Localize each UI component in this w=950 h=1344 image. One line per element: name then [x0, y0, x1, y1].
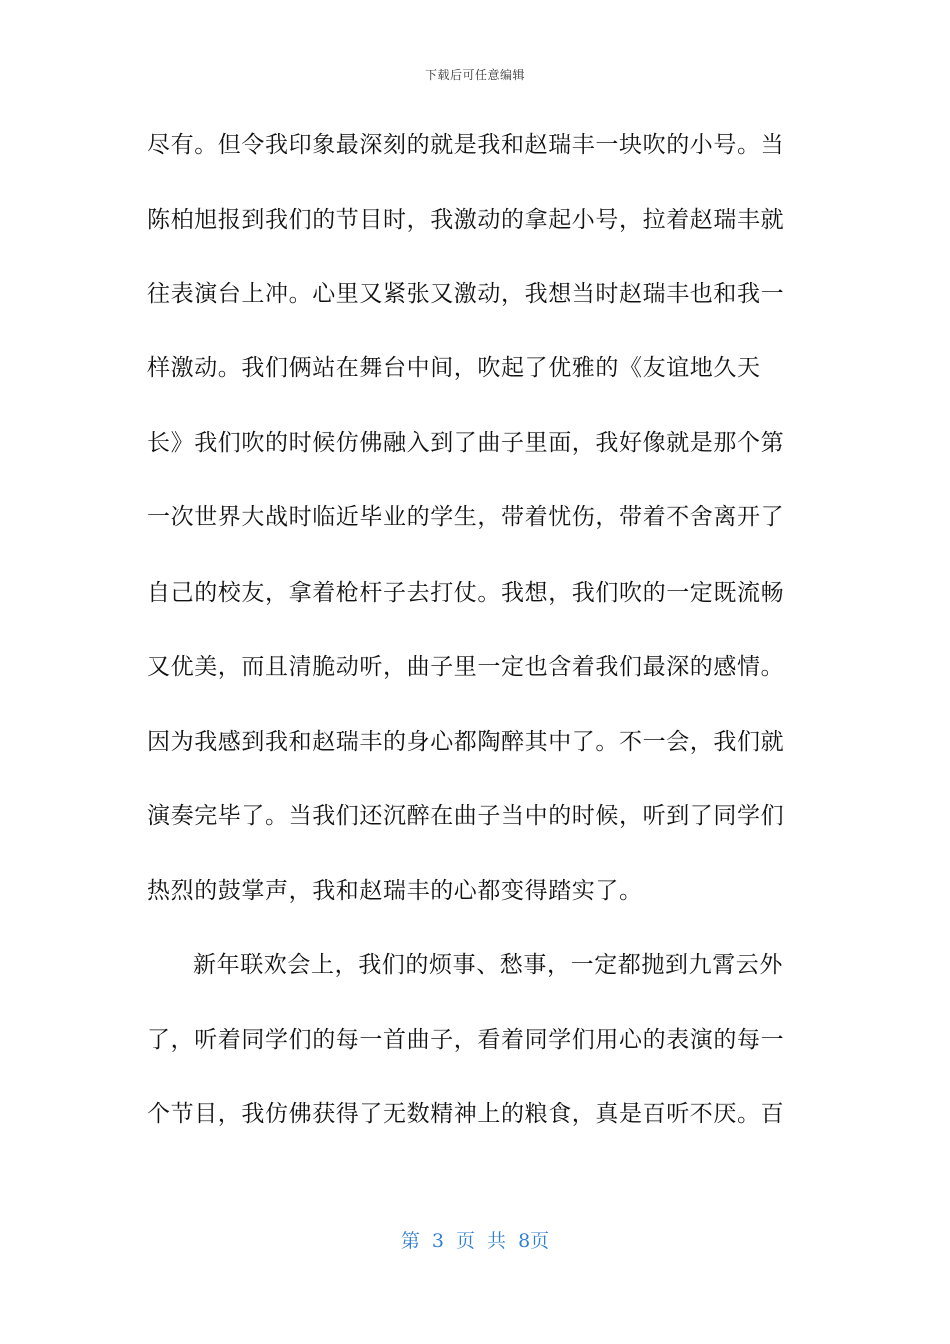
- page-number-footer: 第 3 页 共 8页: [400, 1230, 550, 1252]
- text-line: 自己的校友，拿着枪杆子去打仗。我想，我们吹的一定既流畅: [147, 580, 785, 606]
- text-line: 因为我感到我和赵瑞丰的身心都陶醉其中了。不一会，我们就: [147, 729, 785, 755]
- text-line: 长》我们吹的时候仿佛融入到了曲子里面，我好像就是那个第: [147, 430, 785, 456]
- text-line: 样激动。我们俩站在舞台中间，吹起了优雅的《友谊地久天: [147, 355, 761, 381]
- text-line: 个节目，我仿佛获得了无数精神上的粮食，真是百听不厌。百: [147, 1101, 785, 1127]
- text-line: 了，听着同学们的每一首曲子，看着同学们用心的表演的每一: [147, 1027, 785, 1053]
- paragraph-first-line: 新年联欢会上，我们的烦事、愁事，一定都抛到九霄云外: [193, 952, 783, 978]
- text-line: 热烈的鼓掌声，我和赵瑞丰的心都变得踏实了。: [147, 878, 643, 904]
- text-line: 往表演台上冲。心里又紧张又激动，我想当时赵瑞丰也和我一: [147, 281, 785, 307]
- text-line: 一次世界大战时临近毕业的学生，带着忧伤，带着不舍离开了: [147, 504, 785, 530]
- text-line: 又优美，而且清脆动听，曲子里一定也含着我们最深的感情。: [147, 654, 785, 680]
- text-line: 陈柏旭报到我们的节目时，我激动的拿起小号，拉着赵瑞丰就: [147, 207, 785, 233]
- header-note: 下载后可任意编辑: [424, 68, 525, 82]
- text-line: 演奏完毕了。当我们还沉醉在曲子当中的时候，听到了同学们: [147, 803, 785, 829]
- text-line: 尽有。但令我印象最深刻的就是我和赵瑞丰一块吹的小号。当: [147, 132, 785, 158]
